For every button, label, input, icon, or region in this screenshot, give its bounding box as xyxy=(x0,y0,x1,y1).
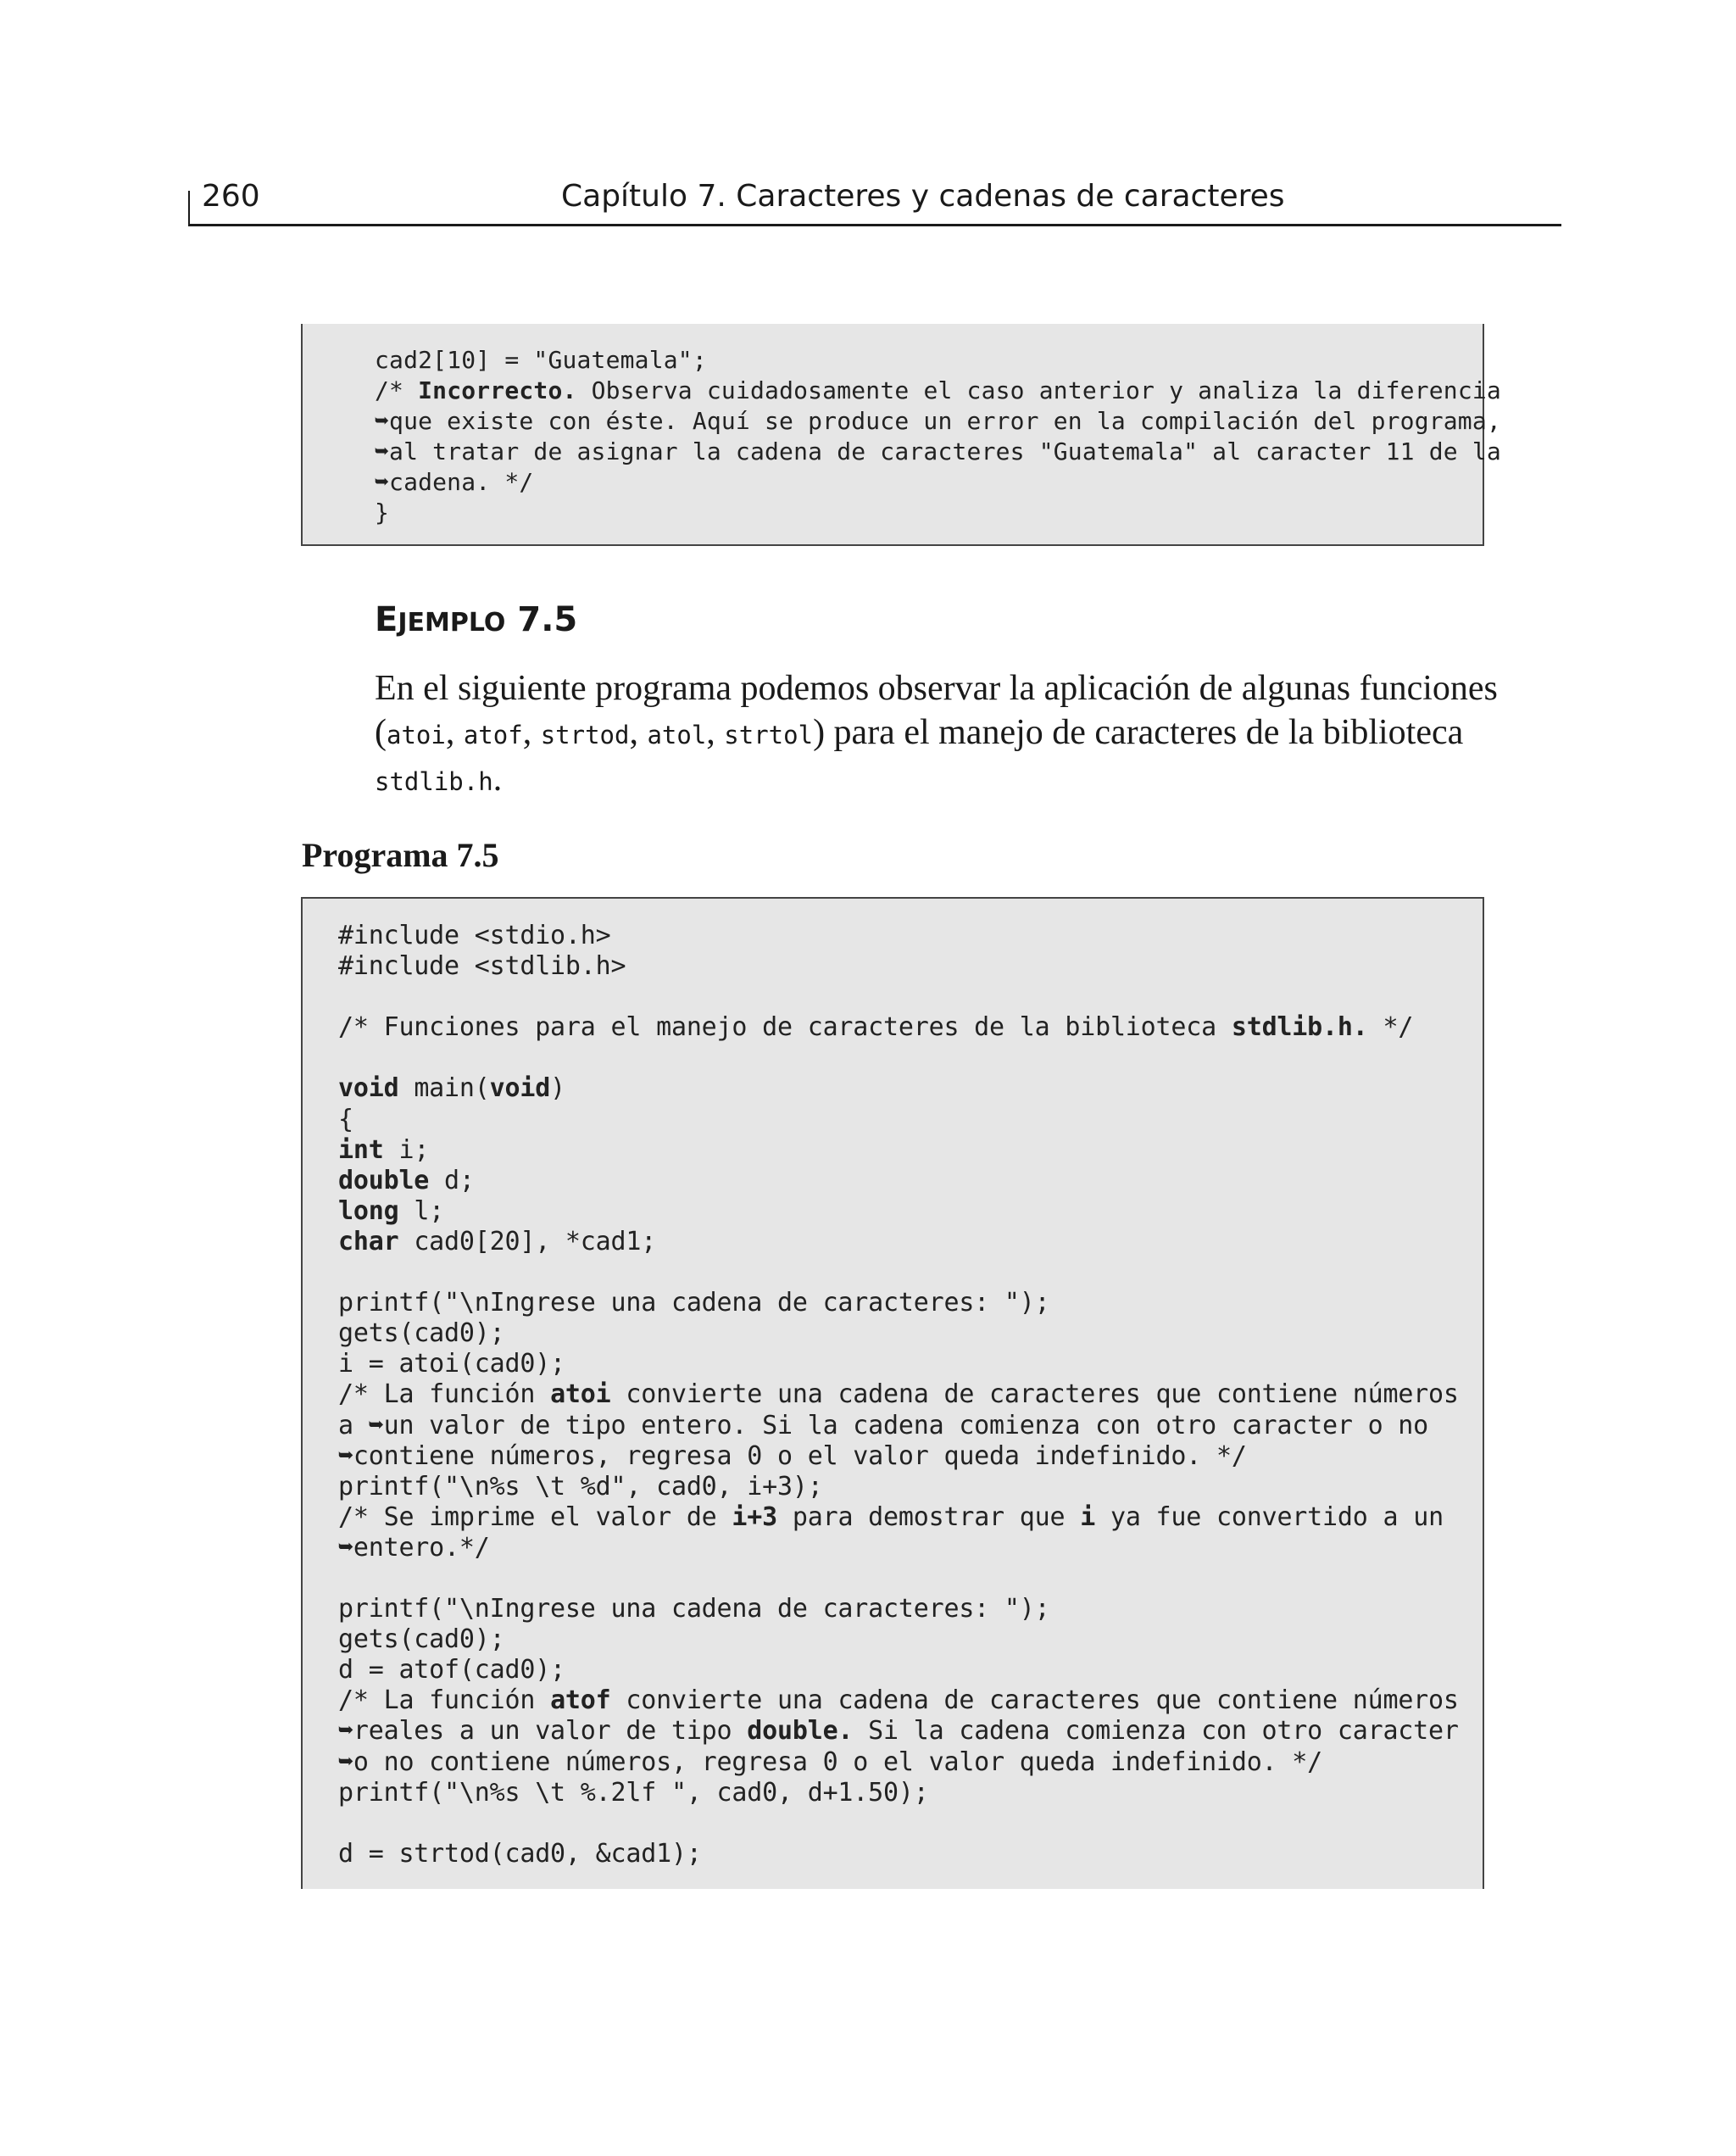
code-line: #include <stdio.h> xyxy=(338,921,611,950)
code-text: l; xyxy=(398,1195,445,1226)
code-line: } xyxy=(375,499,390,526)
paragraph-line: En el siguiente programa podemos observar la aplicación de algunas funciones xyxy=(375,669,1498,708)
page-number: 260 xyxy=(202,179,260,214)
header-rule xyxy=(188,224,1561,226)
code-text: /* La función xyxy=(338,1379,551,1410)
code-listing xyxy=(338,921,1483,1869)
code-line: printf("\nIngrese una cadena de caracteres: "); xyxy=(338,1288,1050,1318)
inline-code: strtol xyxy=(724,721,814,749)
code-bold: Incorrecto. xyxy=(418,376,577,404)
code-text: convierte una cadena de caracteres que contiene números xyxy=(610,1685,1459,1716)
code-line: ➥contiene números, regresa 0 o el valor queda indefinido. */ xyxy=(338,1440,1247,1471)
code-line xyxy=(338,1073,565,1103)
code-block-continued xyxy=(301,324,1501,546)
code-text: main( xyxy=(398,1073,490,1104)
text: , xyxy=(706,713,725,752)
code-line: printf("\nIngrese una cadena de caracteres: "); xyxy=(338,1594,1050,1624)
code-line xyxy=(338,1166,475,1195)
code-line: ➥entero.*/ xyxy=(338,1532,490,1563)
program-title: Programa 7.5 xyxy=(302,836,499,874)
code-line: printf("\n%s \t %d", cad0, i+3); xyxy=(338,1471,823,1501)
inline-code: atol xyxy=(647,721,707,749)
code-line: #include <stdlib.h> xyxy=(338,951,626,982)
code-line xyxy=(375,376,1501,404)
code-text: convierte una cadena de caracteres que contiene números xyxy=(610,1379,1459,1410)
code-text: Observa cuidadosamente el caso anterior y analiza la diferencia xyxy=(576,376,1501,404)
example-heading xyxy=(375,600,577,639)
code-line: ➥cadena. */ xyxy=(375,468,534,496)
code-line xyxy=(338,1135,429,1165)
code-bold: atoi xyxy=(550,1379,611,1410)
code-line xyxy=(338,1685,1459,1715)
inline-code: stdlib.h xyxy=(375,767,493,796)
code-text: ➥reales a un valor de tipo xyxy=(338,1716,748,1747)
code-line: d = atof(cad0); xyxy=(338,1655,565,1685)
paragraph-line xyxy=(375,757,1494,804)
heading-number: 7.5 xyxy=(517,600,578,639)
code-line: gets(cad0); xyxy=(338,1624,505,1655)
program-code-block xyxy=(301,897,1484,1889)
keyword: int xyxy=(338,1134,384,1165)
inline-code: strtod xyxy=(540,721,630,749)
code-text: */ xyxy=(1367,1012,1414,1043)
code-line xyxy=(338,1012,1413,1042)
code-line: gets(cad0); xyxy=(338,1318,505,1349)
keyword: long xyxy=(338,1195,399,1226)
code-line xyxy=(338,1379,1459,1409)
example-paragraph xyxy=(375,666,1498,804)
code-text: /* xyxy=(375,376,419,404)
text: ( xyxy=(375,713,387,752)
code-line: ➥o no contiene números, regresa 0 o el valor queda indefinido. */ xyxy=(338,1747,1322,1777)
running-title: Capítulo 7. Caracteres y cadenas de caracteres xyxy=(561,179,1285,214)
code-line: { xyxy=(338,1104,353,1134)
code-bold: i xyxy=(1080,1501,1096,1532)
header-corner-tick xyxy=(188,191,190,226)
paragraph-line xyxy=(375,710,1494,757)
inline-code: atof xyxy=(463,721,523,749)
code-line xyxy=(338,1502,1444,1532)
code-line: a ➥un valor de tipo entero. Si la cadena comienza con otro caracter o no xyxy=(338,1410,1429,1440)
code-text: i; xyxy=(383,1134,430,1165)
text: . xyxy=(492,760,503,799)
code-line: printf("\n%s \t %.2lf ", cad0, d+1.50); xyxy=(338,1777,929,1808)
text: ) para el manejo de caracteres de la biblioteca xyxy=(813,713,1464,752)
text: , xyxy=(445,713,464,752)
code-bold: stdlib.h. xyxy=(1231,1012,1368,1043)
keyword: void xyxy=(489,1073,551,1104)
code-line xyxy=(338,1227,656,1256)
code-text: Si la cadena comienza con otro caracter xyxy=(853,1716,1459,1747)
code-line: ➥al tratar de asignar la cadena de caracteres "Guatemala" al caracter 11 de la xyxy=(375,437,1501,465)
code-bold: i+3 xyxy=(732,1501,777,1532)
code-text: ya fue convertido a un xyxy=(1095,1501,1444,1532)
code-line: ➥que existe con éste. Aquí se produce un error en la compilación del programa, xyxy=(375,407,1501,435)
code-bold: atof xyxy=(550,1685,611,1716)
code-line: i = atoi(cad0); xyxy=(338,1349,565,1379)
code-text: /* Se imprime el valor de xyxy=(338,1501,732,1532)
keyword: void xyxy=(338,1073,399,1104)
inline-code: atoi xyxy=(387,721,446,749)
code-listing xyxy=(375,345,1501,528)
heading-smallcaps: JEMPLO xyxy=(398,608,506,638)
text: , xyxy=(522,713,541,752)
heading-initial: E xyxy=(375,600,398,639)
code-text: cad0[20], *cad1; xyxy=(398,1226,657,1256)
code-line xyxy=(338,1196,444,1226)
keyword: double xyxy=(338,1165,430,1195)
code-text: d; xyxy=(429,1165,475,1195)
code-text: ) xyxy=(550,1073,565,1104)
code-line: cad2[10] = "Guatemala"; xyxy=(375,346,707,374)
code-text: para demostrar que xyxy=(777,1501,1081,1532)
code-line: d = strtod(cad0, &cad1); xyxy=(338,1838,702,1869)
code-text: /* La función xyxy=(338,1685,551,1716)
text: , xyxy=(629,713,648,752)
keyword: char xyxy=(338,1226,399,1256)
code-bold: double. xyxy=(747,1716,854,1747)
code-line xyxy=(338,1716,1459,1746)
code-text: /* Funciones para el manejo de caracteres de la biblioteca xyxy=(338,1012,1232,1043)
running-header xyxy=(188,174,1561,226)
